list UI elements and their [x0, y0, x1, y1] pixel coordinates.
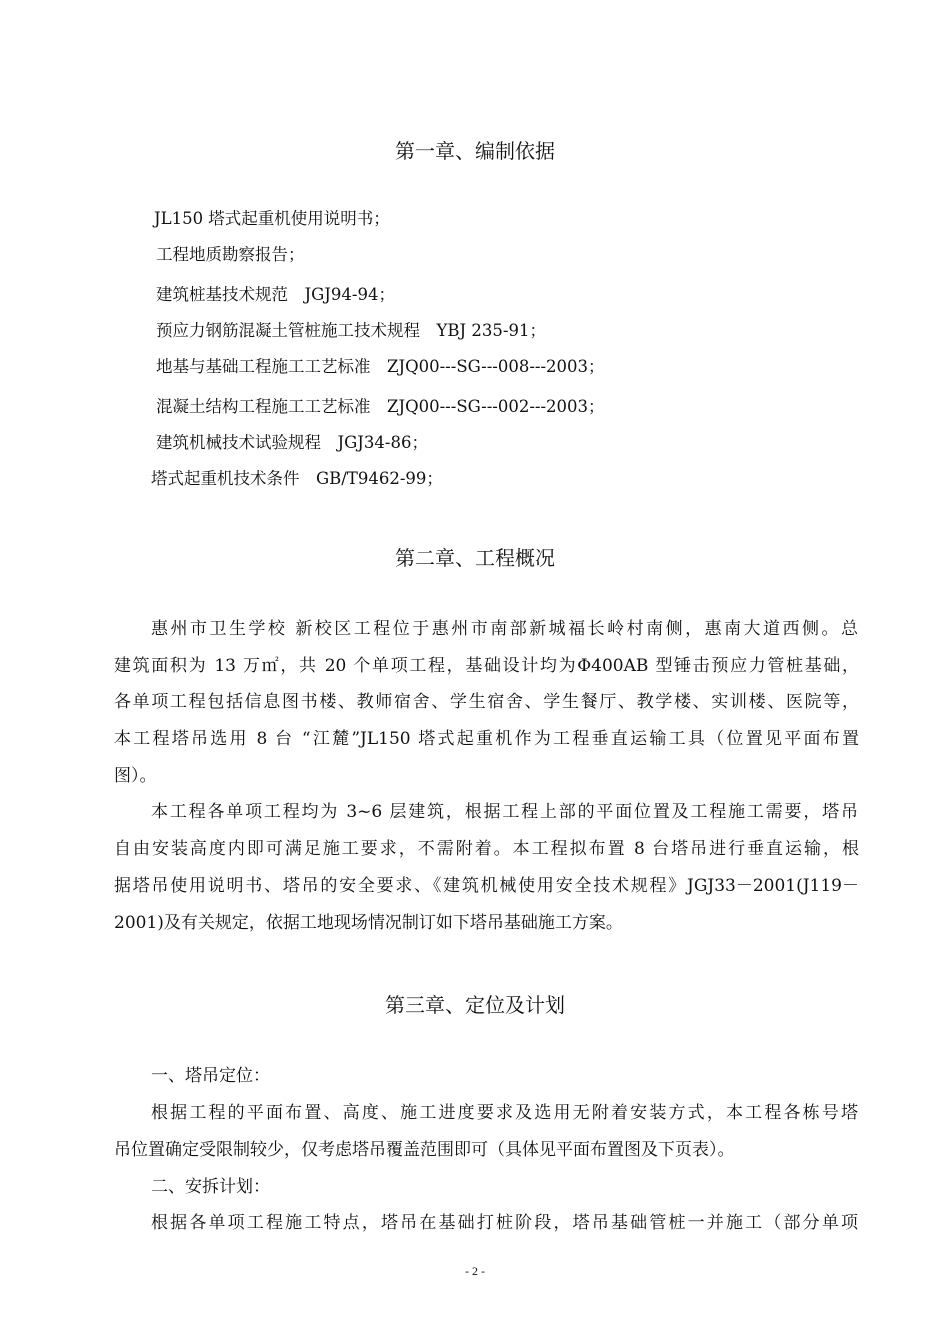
chapter-1-title: 第一章、编制依据	[395, 139, 555, 163]
reference-list	[0, 0, 950, 500]
paragraph-line: 惠州市卫生学校 新校区工程位于惠州市南部新城福长岭村南侧，惠南大道西侧。总	[151, 619, 858, 639]
reference-item: 建筑机械技术试验规程 JGJ34-86；	[156, 433, 428, 452]
reference-item: 塔式起重机技术条件 GB/T9462-99；	[151, 469, 443, 488]
section-1-title: 一、塔吊定位：	[151, 1066, 270, 1086]
reference-item: JL150 塔式起重机使用说明书；	[154, 209, 390, 228]
reference-item: 预应力钢筋混凝土管桩施工技术规程 YBJ 235-91；	[156, 321, 546, 340]
paragraph-line: 2001)及有关规定，依据工地现场情况制订如下塔吊基础施工方案。	[114, 913, 623, 933]
paragraph-line: 本工程塔吊选用 8 台 “江麓”JL150 塔式起重机作为工程垂直运输工具（位置见平面布置	[114, 729, 859, 749]
page-number: - 2 -	[465, 1264, 485, 1278]
chapter-2-title: 第二章、工程概况	[395, 546, 555, 570]
paragraph-line: 吊位置确定受限制较少，仅考虑塔吊覆盖范围即可（具体见平面布置图及下页表）。	[114, 1140, 735, 1160]
paragraph-line: 本工程各单项工程均为 3~6 层建筑，根据工程上部的平面位置及工程施工需要，塔吊	[151, 802, 858, 822]
paragraph-line: 根据各单项工程施工特点，塔吊在基础打桩阶段，塔吊基础管桩一并施工（部分单项	[151, 1213, 858, 1233]
paragraph-line: 根据工程的平面布置、高度、施工进度要求及选用无附着安装方式，本工程各栋号塔	[151, 1103, 858, 1123]
reference-item: 混凝土结构工程施工工艺标准 ZJQ00---SG---002---2003；	[156, 397, 605, 416]
chapter-3-title: 第三章、定位及计划	[385, 993, 565, 1017]
reference-item: 建筑桩基技术规范 JGJ94-94；	[156, 285, 395, 304]
reference-item: 地基与基础工程施工工艺标准 ZJQ00---SG---008---2003；	[156, 357, 605, 376]
paragraph-line: 建筑面积为 13 万㎡，共 20 个单项工程，基础设计均为Φ400AB 型锤击预应力管桩基础，	[114, 656, 859, 676]
section-2-title: 二、安拆计划：	[151, 1177, 270, 1197]
paragraph-line: 图）。	[114, 766, 157, 786]
paragraph-line: 据塔吊使用说明书、塔吊的安全要求、《建筑机械使用安全技术规程》JGJ33－2001(J119－	[114, 876, 859, 896]
paragraph-line: 自由安装高度内即可满足施工要求，不需附着。本工程拟布置 8 台塔吊进行垂直运输，根	[114, 839, 859, 859]
reference-item: 工程地质勘察报告；	[156, 245, 305, 264]
paragraph-line: 各单项工程包括信息图书楼、教师宿舍、学生宿舍、学生餐厅、教学楼、实训楼、医院等，	[114, 692, 859, 712]
